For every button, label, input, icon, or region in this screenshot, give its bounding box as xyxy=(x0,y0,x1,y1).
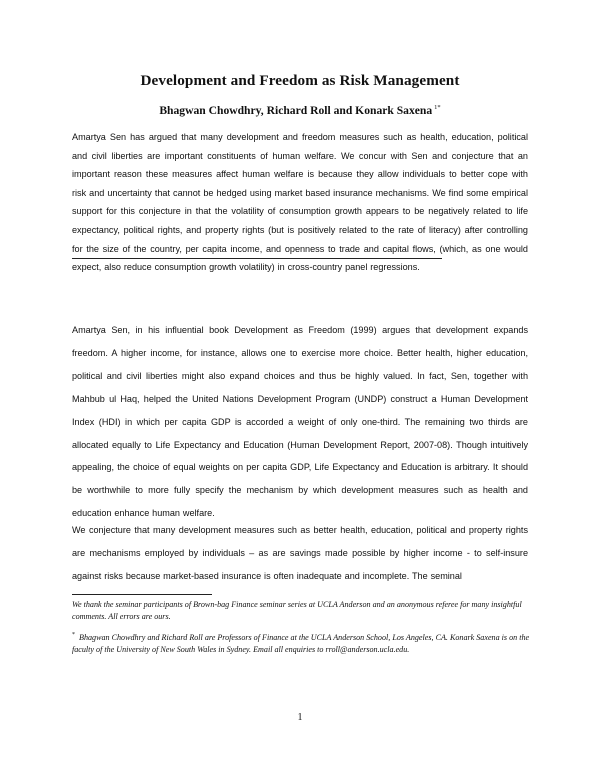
footnote-text: We thank the seminar participants of Brown-bag Finance seminar series at UCLA Anderson and an anonymous referee for many insightful comments. All errors are ours. xyxy=(72,600,522,621)
page-number: 1 xyxy=(297,712,303,723)
author-footnote-marks: 1* xyxy=(434,104,441,111)
paper-title: Development and Freedom as Risk Management xyxy=(140,72,460,89)
footnote-divider xyxy=(72,594,212,595)
footnote-mark: * xyxy=(72,632,75,638)
footnote-acknowledgement xyxy=(72,599,532,622)
body-paragraph-2: We conjecture that many development measures such as better health, education, political and property rights are mechanisms employed by individuals – as are savings made possible by higher income - to self-insure against risks because market-based insurance is often inadequate and incomplete. The seminal xyxy=(72,525,528,581)
author-line xyxy=(0,104,600,117)
footnote-text: Bhagwan Chowdhry and Richard Roll are Professors of Finance at the UCLA Anderson School, Los Angeles, CA. Konark Saxena is on the faculty of the University of New South Wales in Sydney. Email all enquiries to rroll@anderson.ucla.edu. xyxy=(72,633,530,654)
authors: Bhagwan Chowdhry, Richard Roll and Konark Saxena xyxy=(159,104,433,117)
abstract: Amartya Sen has argued that many development and freedom measures such as health, education, political and civil liberties are important constituents of human welfare. We concur with Sen and conjecture that an important reason these measures affect human welfare is because they allow individuals to better cope with risk and uncertainty that cannot be hedged using market based insurance mechanisms. We find some empirical support for this conjecture in that the volatility of consumption growth appears to be negatively related to life expectancy, political rights, and property rights (but is positively related to the rate of literacy) after controlling for the size of the country, per capita income, and openness to trade and capital flows, (which, as one would expect, also reduce consumption growth volatility) in cross-country panel regressions. xyxy=(72,132,528,273)
body-paragraph-1: Amartya Sen, in his influential book Development as Freedom (1999) argues that development expands freedom. A higher income, for instance, allows one to exercise more choice. Better health, higher education, political and civil liberties might also expand choices and thus be highly valued. In fact, Sen, together with Mahbub ul Haq, helped the United Nations Development Program (UNDP) construct a Human Development Index (HDI) in which per capita GDP is accorded a weight of only one-third. The remaining two thirds are allocated equally to Life Expectancy and Education (Human Development Report, 2007-08). Though intuitively appealing, the choice of equal weights on per capita GDP, Life Expectancy and Education is arbitrary. It should be worthwhile to more fully specify the mechanism by which development measures such as health and education enhance human welfare. xyxy=(72,325,528,519)
abstract-divider xyxy=(72,258,442,259)
footnote-affiliations xyxy=(72,630,532,655)
